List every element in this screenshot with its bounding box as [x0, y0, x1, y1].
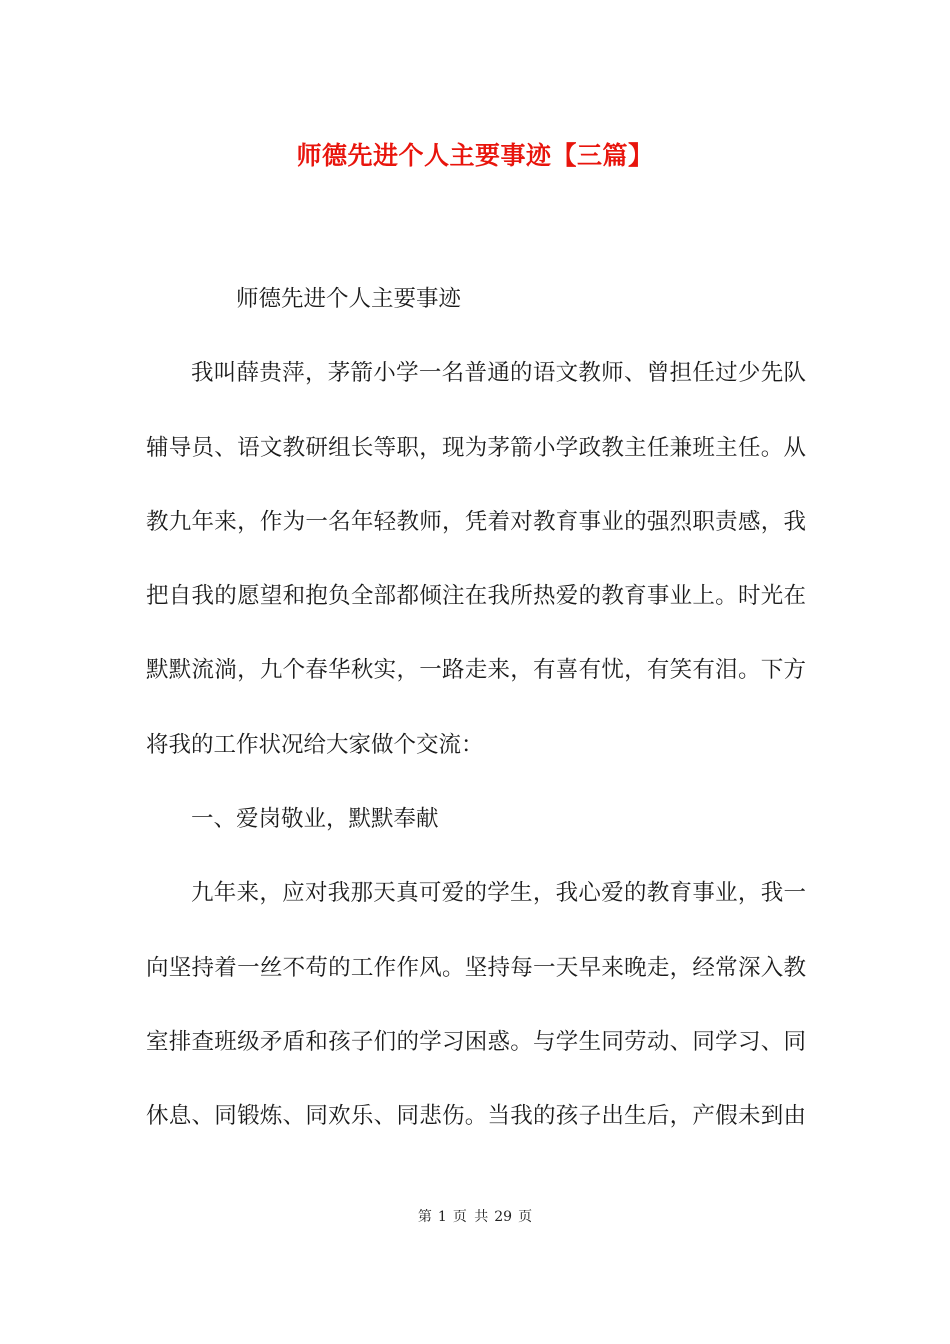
footer-mid: 页 共	[452, 1209, 489, 1225]
footer-total-pages: 29	[494, 1209, 513, 1225]
paragraph-line: 辅导员、语文教研组长等职，现为茅箭小学政教主任兼班主任。从	[146, 434, 806, 461]
footer-current-page: 1	[437, 1209, 447, 1225]
paragraph-line: 将我的工作状况给大家做个交流：	[146, 731, 484, 758]
paragraph-line: 休息、同锻炼、同欢乐、同悲伤。当我的孩子出生后，产假未到由	[146, 1103, 806, 1130]
paragraph-line: 把自我的愿望和抱负全部都倾注在我所热爱的教育事业上。时光在	[146, 583, 806, 610]
footer-suffix: 页	[518, 1209, 533, 1225]
footer-prefix: 第	[417, 1209, 432, 1225]
paragraph-line: 室排查班级矛盾和孩子们的学习困惑。与学生同劳动、同学习、同	[146, 1028, 806, 1055]
paragraph-line: 向坚持着一丝不苟的工作作风。坚持每一天早来晚走，经常深入教	[146, 954, 806, 981]
subtitle-line: 师德先进个人主要事迹	[236, 286, 462, 312]
document-body	[146, 262, 806, 1154]
paragraph-line: 教九年来，作为一名年轻教师，凭着对教育事业的强烈职责感，我	[146, 508, 806, 535]
page-footer	[0, 1206, 950, 1226]
paragraph-line: 默默流淌，九个春华秋实，一路走来，有喜有忧，有笑有泪。下方	[146, 657, 806, 684]
document-title: 师德先进个人主要事迹【三篇】	[296, 141, 654, 170]
section-heading: 一、爱岗敬业，默默奉献	[191, 806, 439, 833]
paragraph-line: 九年来，应对我那天真可爱的学生，我心爱的教育事业，我一	[191, 880, 806, 907]
paragraph-line: 我叫薛贵萍，茅箭小学一名普通的语文教师、曾担任过少先队	[191, 360, 806, 387]
